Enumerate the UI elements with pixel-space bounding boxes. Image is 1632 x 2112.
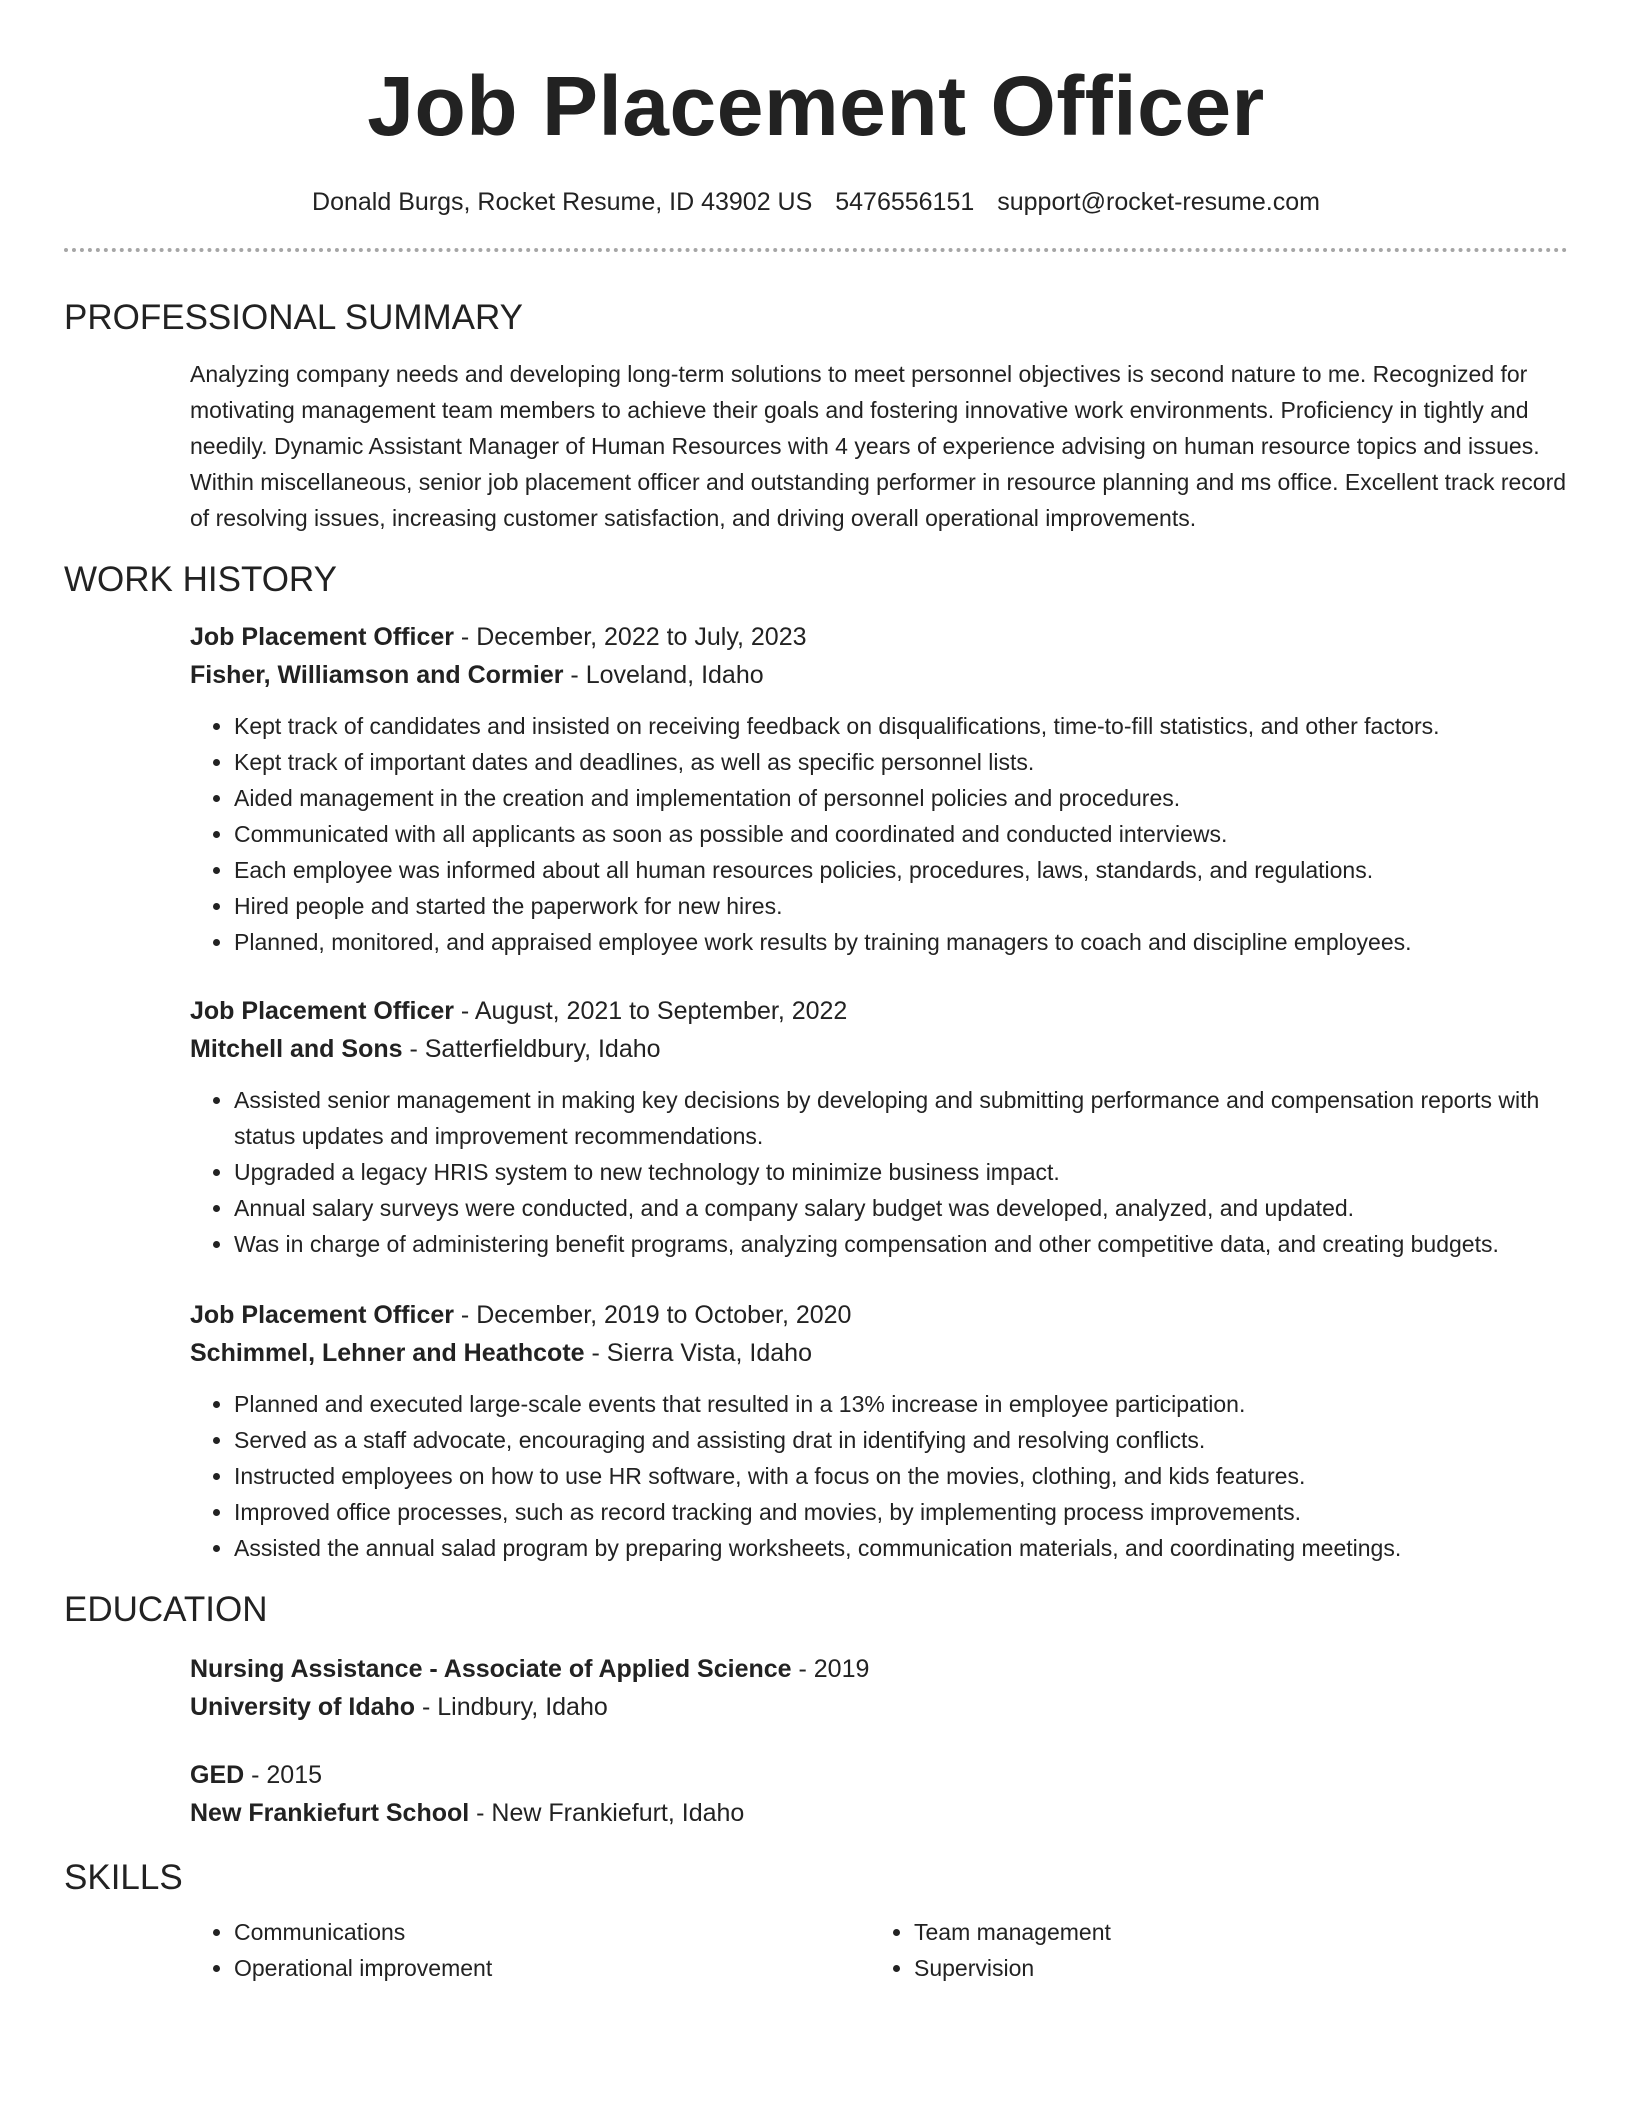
list-item: • Instructed employees on how to use HR software, with a focus on the movies, clothing, and kids features. [234, 1458, 1568, 1494]
job-entry [64, 992, 1568, 1262]
education-entry [64, 1650, 1568, 1726]
list-item: • Annual salary surveys were conducted, and a company salary budget was developed, analyzed, and updated. [234, 1190, 1568, 1226]
degree-name: GED [190, 1761, 245, 1789]
work-history-section [64, 558, 1568, 1566]
list-item: • Communicated with all applicants as soon as possible and coordinated and conducted interviews. [234, 816, 1568, 852]
skill-item: • Team management [914, 1914, 1550, 1950]
job-location: - Satterfieldbury, Idaho [402, 1035, 661, 1063]
work-history-heading: WORK HISTORY [64, 560, 337, 599]
list-item: • Assisted the annual salad program by preparing worksheets, communication materials, and coordinating meetings. [234, 1530, 1568, 1566]
degree-year: - 2019 [791, 1655, 870, 1683]
list-item: • Kept track of candidates and insisted on receiving feedback on disqualifications, time-to-fill statistics, and other factors. [234, 708, 1568, 744]
summary-text: Analyzing company needs and developing long-term solutions to meet personnel objectives is second nature to me. Recognized for motivating management team members to achieve their goals and fostering innovative work environments. Proficiency in tightly and needily. Dynamic Assistant Manager of Human Resources with 4 years of experience advising on human resource topics and issues. Within miscellaneous, senior job placement officer and outstanding performer in resource planning and ms office. Excellent track record of resolving issues, increasing customer satisfaction, and driving overall operational improvements. [190, 361, 1567, 531]
list-item: • Planned and executed large-scale events that resulted in a 13% increase in employee participation. [234, 1386, 1568, 1422]
school-line [190, 1794, 1568, 1832]
job-bullets [64, 1386, 1568, 1566]
education-heading: EDUCATION [64, 1590, 268, 1629]
list-item: • Aided management in the creation and implementation of personnel policies and procedures. [234, 780, 1568, 816]
contact-phone: 5476556151 [835, 188, 975, 216]
job-title-line [190, 618, 1568, 656]
school-location: - Lindbury, Idaho [415, 1693, 608, 1721]
degree-line [190, 1756, 1568, 1794]
degree-year: - 2015 [244, 1761, 323, 1789]
skills-heading: SKILLS [64, 1858, 183, 1897]
job-entry [64, 1296, 1568, 1566]
skill-item: • Supervision [914, 1950, 1550, 1986]
header-divider [64, 248, 1568, 252]
contact-address: Donald Burgs, Rocket Resume, ID 43902 US [312, 188, 813, 216]
skills-column-left [190, 1914, 870, 1986]
list-item: • Hired people and started the paperwork for new hires. [234, 888, 1568, 924]
job-company-line [190, 656, 1568, 694]
job-company-line [190, 1334, 1568, 1372]
job-company-line [190, 1030, 1568, 1068]
contact-email: support@rocket-resume.com [997, 188, 1320, 216]
job-role: Job Placement Officer [190, 997, 454, 1025]
summary-heading: PROFESSIONAL SUMMARY [64, 298, 523, 337]
job-company: Mitchell and Sons [190, 1035, 403, 1063]
list-item: • Kept track of important dates and deadlines, as well as specific personnel lists. [234, 744, 1568, 780]
school-location: - New Frankiefurt, Idaho [469, 1799, 745, 1827]
list-item: • Each employee was informed about all human resources policies, procedures, laws, standards, and regulations. [234, 852, 1568, 888]
job-bullets [64, 708, 1568, 960]
degree-line [190, 1650, 1568, 1688]
job-location: - Sierra Vista, Idaho [584, 1339, 812, 1367]
job-role: Job Placement Officer [190, 623, 454, 651]
list-item: • Improved office processes, such as record tracking and movies, by implementing process improvements. [234, 1494, 1568, 1530]
job-dates: - December, 2022 to July, 2023 [453, 623, 807, 651]
job-entry [64, 618, 1568, 960]
resume-title: Job Placement Officer [367, 59, 1265, 153]
contact-line [64, 186, 1568, 218]
skill-item: • Communications [234, 1914, 870, 1950]
skills-section [64, 1856, 1568, 1986]
list-item: • Planned, monitored, and appraised employee work results by training managers to coach and discipline employees. [234, 924, 1568, 960]
job-company: Schimmel, Lehner and Heathcote [190, 1339, 585, 1367]
job-bullets [64, 1082, 1568, 1262]
list-item: • Served as a staff advocate, encouraging and assisting drat in identifying and resolving conflicts. [234, 1422, 1568, 1458]
education-section [64, 1588, 1568, 1832]
school-name: University of Idaho [190, 1693, 416, 1721]
education-entry [64, 1756, 1568, 1832]
job-dates: - August, 2021 to September, 2022 [453, 997, 848, 1025]
list-item: • Assisted senior management in making key decisions by developing and submitting performance and compensation reports with status updates and improvement recommendations. [234, 1082, 1568, 1154]
school-line [190, 1688, 1568, 1726]
list-item: • Upgraded a legacy HRIS system to new technology to minimize business impact. [234, 1154, 1568, 1190]
list-item: • Was in charge of administering benefit programs, analyzing compensation and other competitive data, and creating budgets. [234, 1226, 1568, 1262]
skill-item: • Operational improvement [234, 1950, 870, 1986]
job-dates: - December, 2019 to October, 2020 [453, 1301, 852, 1329]
job-title-line [190, 992, 1568, 1030]
summary-section [64, 296, 1568, 536]
degree-name: Nursing Assistance - Associate of Applied Science [190, 1655, 792, 1683]
job-location: - Loveland, Idaho [563, 661, 764, 689]
job-role: Job Placement Officer [190, 1301, 454, 1329]
job-title-line [190, 1296, 1568, 1334]
school-name: New Frankiefurt School [190, 1799, 470, 1827]
job-company: Fisher, Williamson and Cormier [190, 661, 564, 689]
skills-column-right [870, 1914, 1550, 1986]
